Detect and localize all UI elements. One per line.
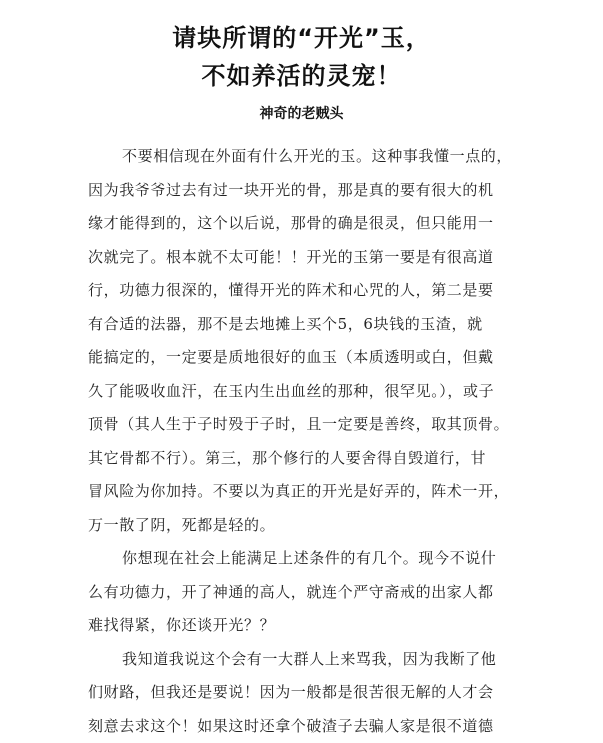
- paragraph-3-line-3: 刻意去求这个！如果这时还拿个破渣子去骗人家是很不道德: [88, 710, 528, 743]
- title-line-2: 不如养活的灵宠！: [0, 56, 603, 91]
- paragraph-3-line-1: 我知道我说这个会有一大群人上来骂我，因为我断了他: [88, 643, 528, 677]
- paragraph-1-line-1: 不要相信现在外面有什么开光的玉。这种事我懂一点的，: [88, 140, 528, 174]
- paragraph-1-line-5: 行，功德力很深的，懂得开光的阵术和心咒的人，第二是要: [88, 274, 528, 308]
- title-line-1: 请块所谓的“开光”玉，: [0, 18, 603, 53]
- paragraph-2-line-2: 么有功德力，开了神通的高人，就连个严守斋戒的出家人都: [88, 576, 528, 610]
- paragraph-1-line-11: 冒风险为你加持。不要以为真正的开光是好弄的，阵术一开，: [88, 475, 528, 509]
- paragraph-1-line-4: 次就完了。根本就不太可能！！开光的玉第一要是有很高道: [88, 241, 528, 275]
- paragraph-1-line-10: 其它骨都不行）。第三，那个修行的人要舍得自毁道行，甘: [88, 442, 528, 476]
- paragraph-2-line-3: 难找得紧，你还谈开光？？: [88, 609, 528, 643]
- paragraph-3-line-2: 们财路，但我还是要说！因为一般都是很苦很无解的人才会: [88, 676, 528, 710]
- paragraph-1-line-12: 万一散了阴，死都是轻的。: [88, 509, 528, 543]
- paragraph-1-line-8: 久了能吸收血汗，在玉内生出血丝的那种，很罕见。），或子: [88, 375, 528, 409]
- article-body: [88, 140, 528, 743]
- paragraph-1-line-2: 因为我爷爷过去有过一块开光的骨，那是真的要有很大的机: [88, 174, 528, 208]
- paragraph-1-line-3: 缘才能得到的，这个以后说，那骨的确是很灵，但只能用一: [88, 207, 528, 241]
- paragraph-1-line-6: 有合适的法器，那不是去地摊上买个5，6块钱的玉渣，就: [88, 308, 528, 342]
- paragraph-1-line-9: 顶骨（其人生于子时殁于子时，且一定要是善终，取其顶骨。: [88, 408, 528, 442]
- author-name: 神奇的老贼头: [0, 103, 603, 123]
- paragraph-1-line-7: 能搞定的，一定要是质地很好的血玉（本质透明或白，但戴: [88, 341, 528, 375]
- paragraph-2-line-1: 你想现在社会上能满足上述条件的有几个。现今不说什: [88, 542, 528, 576]
